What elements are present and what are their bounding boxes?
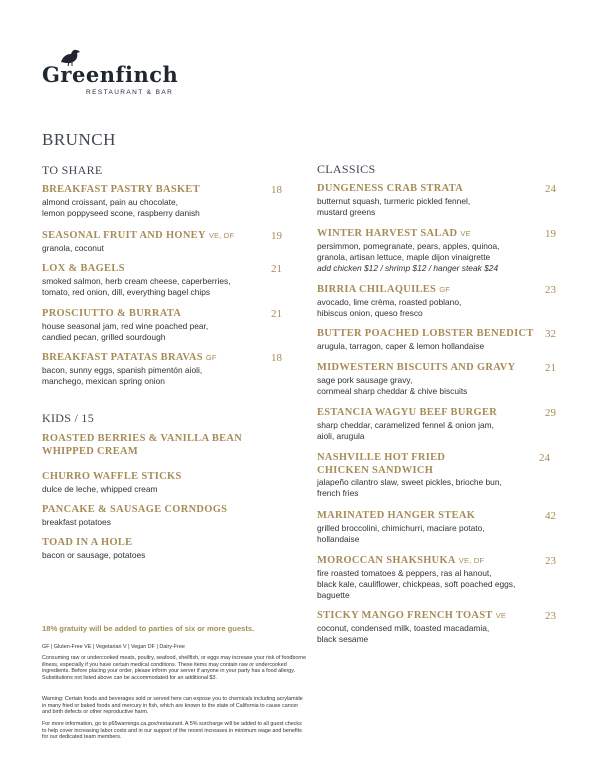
item-description: bacon or sausage, potatoes [42,549,146,560]
item-name: ROASTED BERRIES & VANILLA BEAN [42,433,243,444]
item-name: BUTTER POACHED LOBSTER BENEDICT [317,328,534,339]
item-description: house seasonal jam, red wine poached pear, [42,320,209,331]
dietary-tag: VE [460,229,471,238]
dietary-tag: VE [495,611,507,620]
item-name: BREAKFAST PASTRY BASKET [42,184,200,195]
menu-item [42,537,282,561]
item-description: black sesame [317,633,369,644]
item-description: hollandaise [317,533,360,544]
item-name [317,284,556,297]
item-description: dulce de leche, whipped cream [42,483,158,494]
dietary-tag: GF [205,353,217,362]
item-price: 29 [545,407,556,419]
item-name: MARINATED HANGER STEAK [317,510,476,521]
item-price: 24 [539,452,550,464]
consumption-disclaimer: Consuming raw or undercooked meats, poultry, seafood, shellfish, or eggs may increase your risk of foodborne illness, especially if you have certain medical conditions. These items may contain raw or undercooked ingredients. Before placing your order, please inform your server if anyone in your party has a food allergy. Substitutions not listed above can be accommodated for an additional $3. [42,655,307,682]
menu-item [317,510,556,545]
page-title: BRUNCH [42,130,116,149]
item-name: NASHVILLE HOT FRIED [317,452,446,463]
menu-item [42,230,282,254]
item-name: TOAD IN A HOLE [42,537,133,548]
item-name [317,228,556,241]
item-price: 19 [271,230,282,242]
item-name: DUNGENESS CRAB STRATA [317,183,464,194]
dietary-tag: VE, DF [458,556,485,565]
item-name-text: BREAKFAST PATATAS BRAVAS [42,352,203,363]
menu-item [317,555,556,601]
menu-item [317,228,556,274]
item-price: 21 [271,308,282,320]
item-price: 19 [545,228,556,240]
item-description: aioli, arugula [317,430,365,441]
item-price: 18 [271,184,282,196]
item-price: 23 [545,284,556,296]
menu-item [317,284,556,319]
item-description: lemon poppyseed scone, raspberry danish [42,207,200,218]
item-name: WHIPPED CREAM [42,445,139,457]
item-name [42,352,282,365]
dietary-tag: GF [439,285,451,294]
item-description: manchego, mexican spring onion [42,375,165,386]
menu-item [42,471,282,495]
item-description: avocado, lime crèma, roasted poblano, [317,296,462,307]
item-name: LOX & BAGELS [42,263,125,274]
item-description: persimmon, pomegranate, pears, apples, quinoa, [317,240,500,251]
item-description: granola, artisan lettuce, maple dijon vinaigrette [317,251,491,262]
item-description: arugula, tarragon, caper & lemon hollandaise [317,340,485,351]
item-description: hibiscus onion, queso fresco [317,307,423,318]
item-name-text: MOROCCAN SHAKSHUKA [317,555,456,566]
item-description: black kale, cauliflower, chickpeas, soft poached eggs, [317,578,516,589]
item-name [42,230,282,243]
item-description: cornmeal sharp cheddar & chive biscuits [317,385,468,396]
item-description: butternut squash, turmeric pickled fennel, [317,195,471,206]
item-name: PROSCIUTTO & BURRATA [42,308,182,319]
menu-item [317,407,556,442]
item-description: sage pork sausage gravy, [317,374,413,385]
item-description: french fries [317,488,359,498]
item-description: grilled broccolini, chimichurri, maciare potato, [317,522,485,533]
item-description: baguette [317,589,350,600]
item-price: 18 [271,352,282,364]
item-description: sharp cheddar, caramelized fennel & onion jam, [317,419,494,430]
item-name: CHURRO WAFFLE STICKS [42,471,182,482]
dietary-tag: VE, DF [208,231,235,240]
item-description: breakfast potatoes [42,516,111,527]
item-description: coconut, condensed milk, toasted macadamia, [317,622,490,633]
item-description: mustard greens [317,206,376,217]
item-description: smoked salmon, herb cream cheese, caperberries, [42,275,231,286]
dietary-legend: GF | Gluten-Free VE | Vegetarian V | Vegan DF | Dairy-Free [42,644,185,650]
item-addons: add chicken $12 / shrimp $12 / hanger steak $24 [317,262,499,273]
menu-item [42,263,282,298]
gratuity-notice: 18% gratuity will be added to parties of six or more guests. [42,624,255,633]
section-heading-kids: KIDS / 15 [42,411,95,425]
item-name-text: BIRRIA CHILAQUILES [317,284,437,295]
menu-item [42,433,282,458]
brand-subtitle: RESTAURANT & BAR [86,89,174,96]
menu-item [42,504,282,528]
item-name: PANCAKE & SAUSAGE CORNDOGS [42,504,228,515]
item-description: jalapeño cilantro slaw, sweet pickles, brioche bun, [317,477,502,487]
item-name: MIDWESTERN BISCUITS AND GRAVY [317,362,516,373]
item-name-text: SEASONAL FRUIT AND HONEY [42,230,206,241]
section-heading-classics: CLASSICS [317,162,376,176]
menu-item [42,184,282,219]
brand-name: Greenfinch [42,62,179,87]
item-description: granola, coconut [42,242,104,253]
item-price: 42 [545,510,556,522]
prop65-warning: Warning: Certain foods and beverages sold or served here can expose you to chemicals including acrylamide in many fried or baked foods and mercury in fish, which are known to the state of California to cause cancer and birth defects or other reproductive harm. [42,696,303,716]
menu-item [42,352,282,387]
item-name [317,610,556,623]
item-description: fire roasted tomatoes & peppers, ras al hanout, [317,567,492,578]
menu-item [317,452,556,499]
menu-item [317,362,556,397]
item-price: 21 [271,263,282,275]
section-heading-to-share: TO SHARE [42,163,103,177]
item-price: 21 [545,362,556,374]
item-price: 23 [545,555,556,567]
item-price: 23 [545,610,556,622]
item-description: bacon, sunny eggs, spanish pimentón aioli, [42,364,203,375]
item-name-text: WINTER HARVEST SALAD [317,228,458,239]
item-description: candied pecan, grilled sourdough [42,331,166,342]
menu-item [317,183,556,218]
surcharge-notice: For more information, go to p65warnings.ca.gov/restaurant. A 5% surcharge will be added to all guest checks to help cover increasing labor costs and in our support of the recent increases in minimum wage and benefits for our dedicated team members. [42,721,302,741]
item-name-text: STICKY MANGO FRENCH TOAST [317,610,493,621]
menu-item [42,308,282,343]
item-description: almond croissant, pain au chocolate, [42,196,178,207]
item-name: ESTANCIA WAGYU BEEF BURGER [317,407,498,418]
item-price: 32 [545,328,556,340]
menu-item [317,610,556,645]
item-price: 24 [545,183,556,195]
item-name [317,555,556,568]
item-name: CHICKEN SANDWICH [317,464,434,476]
menu-item [317,328,556,352]
item-description: tomato, red onion, dill, everything bagel chips [42,286,211,297]
